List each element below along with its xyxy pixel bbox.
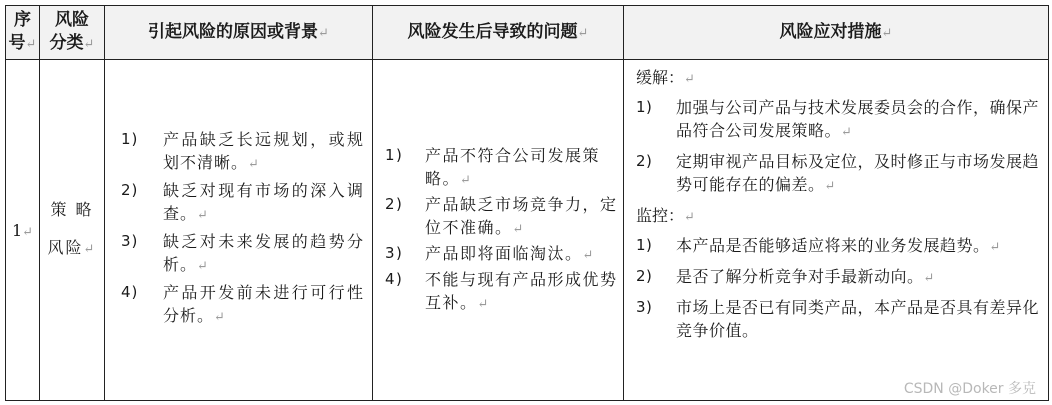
paragraph-mark-icon: ↵ xyxy=(197,259,209,274)
header-cause xyxy=(105,6,373,60)
paragraph-mark-icon: ↵ xyxy=(22,224,34,240)
watermark: CSDN @Doker 多克 xyxy=(903,381,1036,397)
header-type-line2: 分类 xyxy=(49,33,84,53)
problem-text: 不能与现有产品形成优势互补。 xyxy=(425,269,618,312)
paragraph-mark-icon: ↵ xyxy=(824,179,836,194)
monitoring-text: 市场上是否已有同类产品，本产品是否具有差异化竞争价值。 xyxy=(676,298,1040,340)
header-seq xyxy=(6,6,40,60)
cause-text: 缺乏对现有市场的深入调查。 xyxy=(163,181,364,223)
header-measure-text: 风险应对措施 xyxy=(779,21,882,42)
header-type-line1: 风险 xyxy=(55,10,89,30)
monitoring-list xyxy=(624,234,1048,342)
list-item xyxy=(121,281,364,329)
paragraph-mark-icon: ↵ xyxy=(83,37,95,52)
problem-text: 产品不符合公司发展策略。 xyxy=(425,145,601,188)
header-seq-line2: 号 xyxy=(8,33,26,53)
cause-text: 缺乏对未来发展的趋势分析。 xyxy=(163,232,364,274)
header-seq-line1: 序 xyxy=(14,10,31,30)
measure-cell xyxy=(624,60,1049,401)
monitoring-title: 监控： xyxy=(636,206,685,225)
paragraph-mark-icon: ↵ xyxy=(197,208,209,223)
monitoring-text: 本产品是否能够适应将来的业务发展趋势。 xyxy=(676,236,990,255)
cause-text: 产品缺乏长远规划，或规划不清晰。 xyxy=(163,130,364,172)
list-item xyxy=(636,96,1040,144)
cause-text: 产品开发前未进行可行性分析。 xyxy=(163,283,364,325)
paragraph-mark-icon: ↵ xyxy=(248,157,260,172)
risk-category-line2: 风险 xyxy=(47,238,84,257)
paragraph-mark-icon: ↵ xyxy=(25,37,37,52)
risk-category-line1: 策 略 xyxy=(50,200,94,219)
list-item xyxy=(121,128,364,176)
risk-category-cell xyxy=(40,60,105,401)
list-number: 1) xyxy=(121,130,139,148)
problem-cell xyxy=(373,60,624,401)
paragraph-mark-icon: ↵ xyxy=(318,25,329,41)
list-number: 1) xyxy=(636,236,653,254)
list-item xyxy=(121,179,364,227)
list-item xyxy=(636,150,1040,198)
problem-list xyxy=(373,144,623,316)
list-item xyxy=(385,193,619,241)
problem-text: 产品即将面临淘汰。 xyxy=(425,243,583,263)
paragraph-mark-icon: ↵ xyxy=(577,25,589,41)
table-row xyxy=(6,60,1049,401)
paragraph-mark-icon: ↵ xyxy=(684,72,695,87)
risk-table xyxy=(5,5,1049,401)
row-number-cell xyxy=(6,60,40,401)
paragraph-mark-icon: ↵ xyxy=(460,172,473,188)
paragraph-mark-icon: ↵ xyxy=(684,210,695,225)
list-item xyxy=(636,234,1040,259)
cause-cell xyxy=(105,60,373,401)
paragraph-mark-icon: ↵ xyxy=(989,240,1001,255)
list-item xyxy=(636,296,1040,342)
list-item xyxy=(385,268,619,316)
list-item xyxy=(636,265,1040,290)
paragraph-mark-icon: ↵ xyxy=(83,242,97,257)
row-number: 1 xyxy=(11,220,23,240)
mitigation-text: 定期审视产品目标及定位，及时修正与市场发展趋势可能存在的偏差。 xyxy=(676,152,1040,194)
paragraph-mark-icon: ↵ xyxy=(923,271,935,286)
list-number: 2) xyxy=(121,181,139,199)
list-number: 1) xyxy=(385,145,404,164)
list-number: 1) xyxy=(636,98,653,116)
list-item xyxy=(121,230,364,278)
paragraph-mark-icon: ↵ xyxy=(582,247,595,263)
header-type xyxy=(40,6,105,60)
list-item xyxy=(385,144,619,192)
mitigation-title: 缓解： xyxy=(636,68,685,87)
list-number: 2) xyxy=(636,152,653,170)
cause-list xyxy=(105,128,372,329)
header-problem xyxy=(373,6,624,60)
list-item xyxy=(385,242,619,267)
problem-text: 产品缺乏市场竞争力，定位不准确。 xyxy=(425,194,618,237)
paragraph-mark-icon: ↵ xyxy=(841,125,853,140)
header-problem-text: 风险发生后导致的问题 xyxy=(407,21,578,42)
paragraph-mark-icon: ↵ xyxy=(214,310,226,325)
list-number: 3) xyxy=(385,243,404,262)
header-cause-text: 引起风险的原因或背景 xyxy=(148,21,319,42)
monitoring-text: 是否了解分析竞争对手最新动向。 xyxy=(676,267,924,286)
header-measure xyxy=(624,6,1049,60)
paragraph-mark-icon: ↵ xyxy=(881,25,893,41)
list-number: 2) xyxy=(385,194,404,213)
header-row xyxy=(6,6,1049,60)
paragraph-mark-icon: ↵ xyxy=(512,221,525,237)
paragraph-mark-icon: ↵ xyxy=(477,296,490,312)
list-number: 2) xyxy=(636,267,653,285)
list-number: 3) xyxy=(636,298,653,316)
list-number: 4) xyxy=(121,283,139,301)
list-number: 4) xyxy=(385,269,404,288)
list-number: 3) xyxy=(121,232,139,250)
mitigation-list xyxy=(624,96,1048,198)
mitigation-text: 加强与公司产品与技术发展委员会的合作，确保产品符合公司发展策略。 xyxy=(676,98,1040,140)
